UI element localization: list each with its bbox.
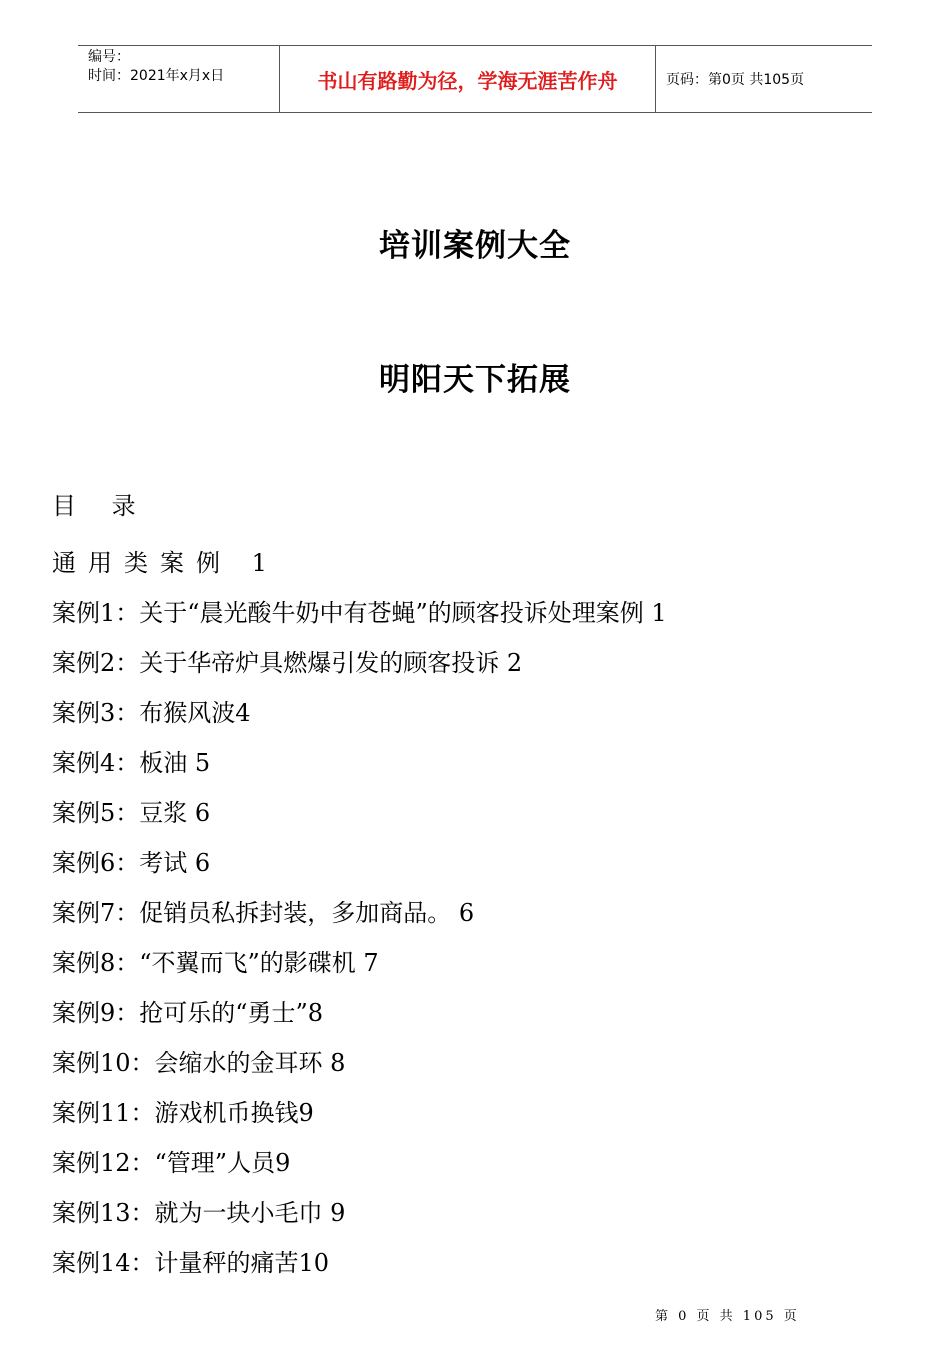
- toc-item[interactable]: 案例12：“管理”人员9: [52, 1149, 291, 1177]
- document-number-label: 编号：: [88, 49, 130, 65]
- toc-item[interactable]: 案例10：会缩水的金耳环 8: [52, 1049, 346, 1077]
- toc-item[interactable]: 案例5：豆浆 6: [52, 799, 211, 827]
- document-title: 培训案例大全: [379, 228, 571, 264]
- toc-item[interactable]: 案例2：关于华帝炉具燃爆引发的顾客投诉 2: [52, 649, 523, 677]
- toc-item[interactable]: 案例1：关于“晨光酸牛奶中有苍蝇”的顾客投诉处理案例 1: [52, 599, 667, 627]
- toc-item[interactable]: 案例3：布猴风波4: [52, 699, 251, 727]
- toc-item[interactable]: 案例8：“不翼而飞”的影碟机 7: [52, 949, 379, 977]
- toc-item[interactable]: 案例9：抢可乐的“勇士”8: [52, 999, 324, 1027]
- toc-item[interactable]: 案例14：计量秤的痛苦10: [52, 1249, 330, 1277]
- document-date: 时间：2021年x月x日: [88, 68, 225, 84]
- toc-heading: 目 录: [52, 492, 150, 520]
- toc-item[interactable]: 案例7：促销员私拆封装，多加商品。 6: [52, 899, 475, 927]
- toc-item[interactable]: 案例6：考试 6: [52, 849, 211, 877]
- page-header: [78, 45, 872, 113]
- header-page-info: 页码：第0页 共105页: [666, 72, 805, 88]
- toc-item[interactable]: 案例13：就为一块小毛巾 9: [52, 1199, 346, 1227]
- header-meta: [78, 46, 280, 112]
- toc-item[interactable]: 案例4：板油 5: [52, 749, 211, 777]
- header-motto: 书山有路勤为径，学海无涯苦作舟: [280, 46, 656, 112]
- document-subtitle: 明阳天下拓展: [379, 362, 571, 398]
- toc-item[interactable]: 通用类案例 1: [52, 549, 279, 577]
- toc-item[interactable]: 案例11：游戏机币换钱9: [52, 1099, 314, 1127]
- toc-list: [52, 538, 667, 1288]
- page-footer: 第 0 页 共 105 页: [655, 1309, 800, 1324]
